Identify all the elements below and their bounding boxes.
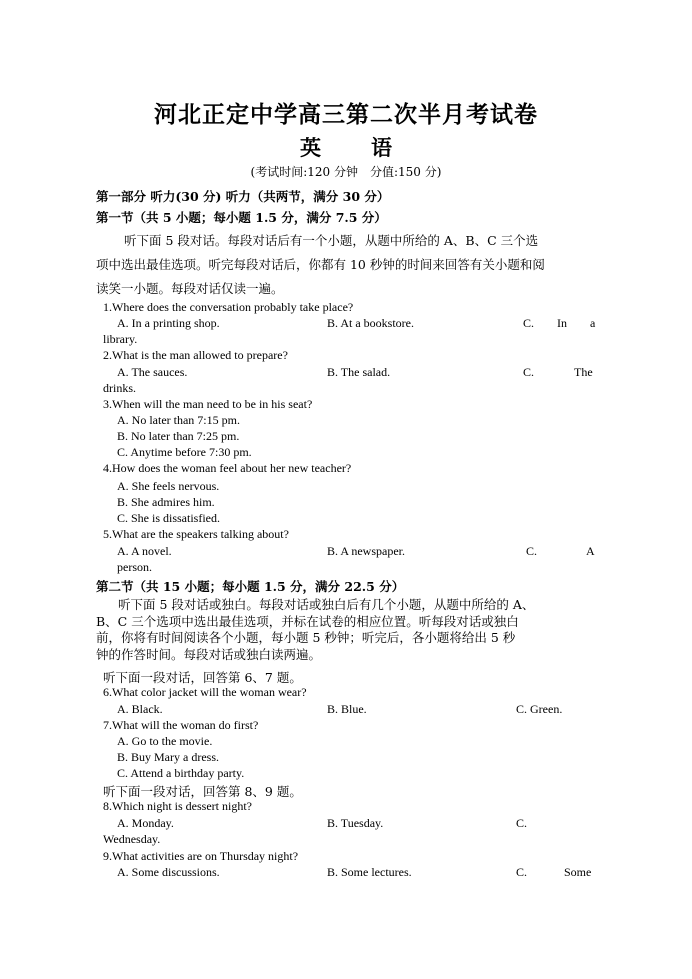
question-7-option-c: C. Attend a birthday party. xyxy=(117,766,245,780)
question-5-stem: 5.What are the speakers talking about? xyxy=(103,527,289,541)
question-9-option-b: B. Some lectures. xyxy=(327,865,412,879)
instruction-line: 读笑一小题。每段对话仅读一遍。 xyxy=(96,281,284,296)
subject-title xyxy=(0,132,692,162)
question-6-stem: 6.What color jacket will the woman wear? xyxy=(103,685,307,699)
part1-heading: 第一部分 听力(30 分) 听力（共两节，满分 30 分） xyxy=(96,189,390,204)
question-4-option-a: A. She feels nervous. xyxy=(117,479,220,493)
dialogue-6-7-note: 听下面一段对话，回答第 6、7 题。 xyxy=(103,670,302,685)
question-1-option-c-word: a xyxy=(590,316,596,330)
question-3-option-b: B. No later than 7:25 pm. xyxy=(117,429,240,443)
question-6-option-b: B. Blue. xyxy=(327,702,367,716)
question-9-option-a: A. Some discussions. xyxy=(117,865,220,879)
dialogue-8-9-note: 听下面一段对话，回答第 8、9 题。 xyxy=(103,784,302,799)
question-9-stem: 9.What activities are on Thursday night? xyxy=(103,849,299,863)
question-6-option-c: C. Green. xyxy=(516,702,563,716)
question-8-option-b: B. Tuesday. xyxy=(327,816,384,830)
question-8-stem: 8.Which night is dessert night? xyxy=(103,799,252,813)
instruction-line: 项中选出最佳选项。听完每段对话后，你都有 10 秒钟的时间来回答有关小题和阅 xyxy=(96,257,545,272)
question-2-option-c-letter: C. xyxy=(523,365,535,379)
question-8-option-c-letter: C. xyxy=(516,816,528,830)
question-1-option-c-letter: C. xyxy=(523,316,535,330)
question-9-option-c-letter: C. xyxy=(516,865,528,879)
question-2-option-b: B. The salad. xyxy=(327,365,391,379)
subject-char-2: 语 xyxy=(371,135,392,160)
question-2-option-c-word: The xyxy=(574,365,593,379)
question-7-option-b: B. Buy Mary a dress. xyxy=(117,750,219,764)
section2-heading: 第二节（共 15 小题；每小题 1.5 分，满分 22.5 分） xyxy=(96,579,405,594)
question-2-option-c-continued: drinks. xyxy=(103,381,136,395)
question-1-option-c-continued: library. xyxy=(103,332,138,346)
question-3-option-a: A. No later than 7:15 pm. xyxy=(117,413,240,427)
question-1-option-a: A. In a printing shop. xyxy=(117,316,220,330)
instruction-line: 听下面 5 段对话。每段对话后有一个小题，从题中所给的 A、B、C 三个选 xyxy=(124,233,539,248)
instruction-line: 钟的作答时间。每段对话或独白读两遍。 xyxy=(96,646,322,662)
question-2-stem: 2.What is the man allowed to prepare? xyxy=(103,348,288,362)
question-5-option-c-continued: person. xyxy=(117,560,152,574)
subject-char-1: 英 xyxy=(300,135,321,160)
exam-info: (考试时间:120 分钟 分值:150 分) xyxy=(250,165,442,179)
question-5-option-b: B. A newspaper. xyxy=(327,544,405,558)
question-1-stem: 1.Where does the conversation probably take place? xyxy=(103,300,354,314)
question-8-option-a: A. Monday. xyxy=(117,816,174,830)
question-2-option-a: A. The sauces. xyxy=(117,365,188,379)
question-1-option-b: B. At a bookstore. xyxy=(327,316,414,330)
exam-title: 河北正定中学高三第二次半月考试卷 xyxy=(154,101,538,128)
question-4-option-b: B. She admires him. xyxy=(117,495,215,509)
instruction-line: B、C 三个选项中选出最佳选项，并标在试卷的相应位置。听每段对话或独白 xyxy=(96,613,519,629)
question-4-stem: 4.How does the woman feel about her new teacher? xyxy=(103,461,352,475)
section1-instructions xyxy=(96,229,596,301)
question-7-option-a: A. Go to the movie. xyxy=(117,734,213,748)
question-7-stem: 7.What will the woman do first? xyxy=(103,718,259,732)
instruction-line: 前，你将有时间阅读各个小题，每小题 5 秒钟；听完后，各小题将给出 5 秒 xyxy=(96,630,516,645)
question-5-option-a: A. A novel. xyxy=(117,544,172,558)
instruction-line: 听下面 5 段对话或独白。每段对话或独白后有几个小题，从题中所给的 A、 xyxy=(118,597,535,612)
question-6-option-a: A. Black. xyxy=(117,702,163,716)
section2-instructions xyxy=(96,597,596,663)
question-9-option-c-word: Some xyxy=(564,865,592,879)
question-3-option-c: C. Anytime before 7:30 pm. xyxy=(117,445,252,459)
section1-heading: 第一节（共 5 小题；每小题 1.5 分，满分 7.5 分） xyxy=(96,210,387,225)
question-5-option-c-letter: C. xyxy=(526,544,538,558)
question-4-option-c: C. She is dissatisfied. xyxy=(117,511,221,525)
question-3-stem: 3.When will the man need to be in his seat? xyxy=(103,397,313,411)
question-1-option-c-word: In xyxy=(557,316,567,330)
question-5-option-c-word: A xyxy=(586,544,595,558)
question-8-option-c-continued: Wednesday. xyxy=(103,832,161,846)
